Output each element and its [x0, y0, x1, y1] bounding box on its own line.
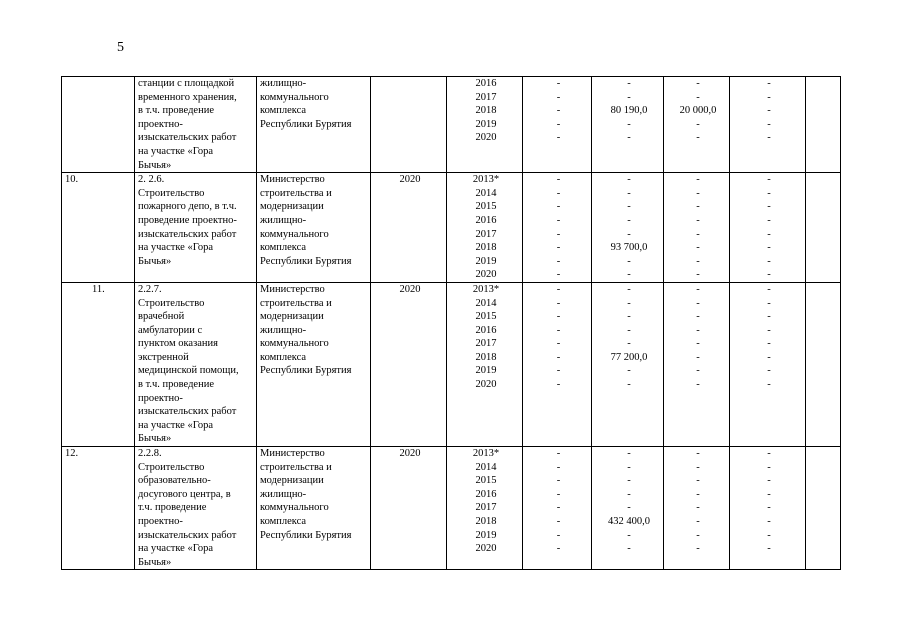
cell-line: - [556, 105, 561, 117]
activity-name-cell [135, 77, 257, 173]
cell-line: - [696, 379, 700, 391]
cell-line: - [627, 228, 631, 240]
cell-line: - [696, 365, 700, 377]
cell-line: - [556, 78, 561, 89]
cell-line: комплекса [260, 351, 307, 363]
cell-line: - [767, 174, 771, 186]
executor-cell [257, 77, 371, 173]
funding-col-2-cell [592, 447, 664, 570]
cell-line: - [696, 475, 700, 487]
cell-line: - [556, 214, 561, 226]
cell-line: - [767, 91, 771, 103]
cell-line: экстренной [138, 351, 189, 363]
cell-line: - [556, 475, 561, 487]
cell-line: - [627, 174, 631, 186]
cell-line: - [696, 91, 700, 103]
cell-line: модернизации [260, 475, 324, 487]
cell-line: - [767, 488, 771, 500]
cell-line: 2. 2.6. [138, 174, 165, 186]
cell-line: 2017 [475, 91, 497, 103]
cell-line: - [696, 255, 700, 267]
cell-line: - [556, 324, 561, 336]
completion-year-cell [371, 77, 447, 173]
funding-col-1-cell [523, 173, 592, 283]
cell-line: - [767, 118, 771, 130]
cell-line: - [767, 242, 771, 254]
cell-line: пожарного депо, в т.ч. [138, 201, 237, 213]
cell-line: - [696, 283, 700, 295]
cell-line: Бычья» [138, 255, 172, 267]
cell-line: 2016 [475, 214, 497, 226]
cell-line: Бычья» [138, 556, 172, 568]
empty-right-cell [806, 173, 841, 283]
completion-year-cell [371, 173, 447, 283]
cell-line: жилищно- [260, 214, 307, 226]
cell-line: комплекса [260, 242, 307, 254]
years-cell [447, 77, 523, 173]
row-number-cell [62, 173, 135, 283]
cell-line: 2017 [475, 502, 497, 514]
cell-line: - [627, 461, 631, 473]
cell-text [374, 77, 446, 91]
cell-line: 20 000,0 [679, 105, 717, 117]
cell-line: 2018 [475, 242, 497, 254]
cell-line: 2016 [475, 78, 497, 89]
cell-line: - [767, 132, 771, 144]
cell-line: - [627, 379, 631, 391]
cell-line: - [767, 379, 771, 391]
cell-line: - [556, 351, 561, 363]
cell-line: 2014 [475, 461, 497, 473]
cell-line: 93 700,0 [610, 242, 648, 254]
empty-right-cell [806, 447, 841, 570]
cell-line: - [556, 338, 561, 350]
cell-line: - [767, 297, 771, 309]
cell-line: 2015 [475, 201, 497, 213]
cell-line: Республики Бурятия [260, 529, 352, 541]
cell-line: - [696, 529, 700, 541]
completion-year-cell [371, 447, 447, 570]
cell-line: 2014 [475, 187, 497, 199]
cell-line: 2020 [475, 543, 497, 555]
cell-line: строительства и [260, 187, 332, 199]
cell-line: - [627, 529, 631, 541]
cell-line: 432 400,0 [608, 516, 650, 527]
cell-line: коммунального [260, 91, 329, 103]
cell-line: - [696, 201, 700, 213]
cell-line: - [696, 297, 700, 309]
cell-line: - [696, 543, 700, 555]
cell-line: - [696, 269, 700, 281]
page-number: 5 [117, 40, 124, 55]
years-cell [447, 447, 523, 570]
cell-line: - [627, 324, 631, 336]
cell-line: - [556, 502, 561, 514]
cell-line: образовательно- [138, 475, 211, 487]
cell-line: проектно- [138, 118, 183, 130]
cell-line: досугового центра, в [138, 488, 231, 500]
cell-line: - [627, 269, 631, 281]
cell-line: 2020 [475, 269, 497, 281]
table-row [62, 447, 841, 570]
cell-line: - [627, 201, 631, 213]
cell-line: на участке «Гора [138, 419, 214, 431]
cell-line: - [627, 214, 631, 226]
funding-col-3-cell [664, 77, 730, 173]
cell-line: - [696, 351, 700, 363]
cell-line: комплекса [260, 105, 307, 117]
cell-line: строительства и [260, 297, 332, 309]
cell-line: коммунального [260, 338, 329, 350]
cell-line: - [696, 516, 700, 527]
cell-line: жилищно- [260, 78, 307, 89]
cell-line: - [767, 269, 771, 281]
cell-line: 2019 [475, 118, 497, 130]
funding-col-4-cell [730, 173, 806, 283]
cell-line: 2020 [475, 379, 497, 391]
cell-line: 2016 [475, 324, 497, 336]
cell-line: Министерство [260, 283, 325, 295]
cell-line: - [627, 475, 631, 487]
cell-line: станции с площадкой [138, 78, 235, 89]
cell-line: 2016 [475, 488, 497, 500]
cell-line: - [556, 543, 561, 555]
cell-line: изыскательских работ [138, 529, 237, 541]
cell-line: проведение проектно- [138, 214, 237, 226]
activity-name-cell [135, 173, 257, 283]
cell-line: - [696, 461, 700, 473]
cell-line: проектно- [138, 392, 183, 404]
cell-line: - [627, 132, 631, 144]
cell-line: - [556, 529, 561, 541]
cell-line: - [627, 338, 631, 350]
cell-line: - [696, 311, 700, 323]
empty-right-cell [806, 282, 841, 446]
cell-line: - [556, 242, 561, 254]
funding-col-3-cell [664, 282, 730, 446]
cell-line: - [556, 174, 561, 186]
cell-line: - [767, 461, 771, 473]
cell-line: - [696, 214, 700, 226]
cell-line: - [627, 187, 631, 199]
cell-line: модернизации [260, 201, 324, 213]
cell-line: врачебной [138, 311, 185, 323]
cell-line: пунктом оказания [138, 338, 218, 350]
cell-line: - [767, 187, 771, 199]
cell-line: - [767, 228, 771, 240]
cell-line: Республики Бурятия [260, 255, 352, 267]
cell-line: Республики Бурятия [260, 365, 352, 377]
cell-line: - [556, 201, 561, 213]
cell-text: 2020 [399, 283, 421, 295]
row-number-cell [62, 77, 135, 173]
cell-line: 2019 [475, 255, 497, 267]
cell-line: - [556, 283, 561, 295]
cell-line: - [696, 338, 700, 350]
funding-col-2-cell [592, 282, 664, 446]
activity-name-cell [135, 447, 257, 570]
cell-line: - [556, 365, 561, 377]
cell-line: изыскательских работ [138, 228, 237, 240]
cell-line: - [556, 448, 561, 460]
cell-line: 2.2.8. [138, 448, 162, 460]
cell-line: - [556, 516, 561, 527]
cell-line: 77 200,0 [610, 351, 648, 363]
cell-line: - [556, 187, 561, 199]
completion-year-cell [371, 282, 447, 446]
empty-right-cell [806, 77, 841, 173]
cell-line: на участке «Гора [138, 543, 214, 555]
cell-line: модернизации [260, 311, 324, 323]
cell-line: жилищно- [260, 488, 307, 500]
cell-line: - [627, 488, 631, 500]
cell-line: Бычья» [138, 433, 172, 445]
cell-line: комплекса [260, 516, 307, 527]
cell-line: - [696, 242, 700, 254]
cell-line: - [767, 338, 771, 350]
cell-line: - [696, 78, 700, 89]
cell-line: - [556, 269, 561, 281]
funding-col-4-cell [730, 447, 806, 570]
cell-line: - [627, 311, 631, 323]
cell-line: 2014 [475, 297, 497, 309]
cell-line: - [767, 311, 771, 323]
cell-line: - [767, 351, 771, 363]
cell-line: - [767, 214, 771, 226]
cell-line: - [627, 543, 631, 555]
executor-cell [257, 282, 371, 446]
cell-line: амбулатории с [138, 324, 203, 336]
cell-line: на участке «Гора [138, 242, 214, 254]
cell-line: в т.ч. проведение [138, 379, 214, 391]
cell-line: - [696, 118, 700, 130]
cell-line: 2019 [475, 365, 497, 377]
cell-line: - [556, 255, 561, 267]
cell-line: изыскательских работ [138, 406, 237, 418]
cell-line: 2015 [475, 311, 497, 323]
cell-line: в т.ч. проведение [138, 105, 214, 117]
cell-line: - [696, 132, 700, 144]
cell-text: 2020 [399, 448, 421, 460]
cell-line: Министерство [260, 448, 325, 460]
cell-line: Министерство [260, 174, 325, 186]
cell-line: Строительство [138, 187, 205, 199]
cell-line: - [767, 105, 771, 117]
cell-line: т.ч. проведение [138, 502, 207, 514]
cell-line: - [767, 201, 771, 213]
cell-text [65, 77, 134, 91]
cell-line: жилищно- [260, 324, 307, 336]
cell-text: 12. [65, 448, 79, 460]
cell-line: - [767, 543, 771, 555]
cell-line: - [767, 324, 771, 336]
cell-line: - [767, 516, 771, 527]
cell-line: 2017 [475, 228, 497, 240]
cell-line: Бычья» [138, 159, 172, 171]
cell-line: - [627, 365, 631, 377]
cell-line: 2019 [475, 529, 497, 541]
cell-line: - [767, 365, 771, 377]
cell-line: - [627, 255, 631, 267]
cell-line: - [767, 78, 771, 89]
cell-line: - [556, 118, 561, 130]
cell-line: строительства и [260, 461, 332, 473]
cell-line: проектно- [138, 516, 183, 527]
cell-line: 2018 [475, 105, 497, 117]
funding-col-2-cell [592, 173, 664, 283]
executor-cell [257, 447, 371, 570]
cell-line: Строительство [138, 297, 205, 309]
cell-line: - [627, 78, 631, 89]
cell-line: - [627, 118, 631, 130]
cell-line: - [696, 488, 700, 500]
cell-line: - [627, 502, 631, 514]
years-cell [447, 173, 523, 283]
cell-line: - [627, 91, 631, 103]
executor-cell [257, 173, 371, 283]
row-number-cell [62, 447, 135, 570]
cell-line: изыскательских работ [138, 132, 237, 144]
funding-col-4-cell [730, 282, 806, 446]
cell-line: 2015 [475, 475, 497, 487]
table-row [62, 77, 841, 173]
cell-line: 2017 [475, 338, 497, 350]
cell-line: - [556, 297, 561, 309]
table-row [62, 173, 841, 283]
cell-line: - [556, 379, 561, 391]
cell-line: 2013* [472, 174, 500, 186]
funding-col-2-cell [592, 77, 664, 173]
cell-line: - [767, 502, 771, 514]
cell-line: коммунального [260, 228, 329, 240]
cell-line: - [767, 255, 771, 267]
cell-line: - [696, 324, 700, 336]
table-row [62, 282, 841, 446]
cell-line: - [696, 228, 700, 240]
program-table [61, 76, 841, 570]
cell-line: на участке «Гора [138, 145, 214, 157]
cell-line: 2.2.7. [138, 283, 162, 295]
cell-line: - [767, 529, 771, 541]
cell-line: Республики Бурятия [260, 118, 352, 130]
cell-line: - [627, 448, 631, 460]
cell-line: 2020 [475, 132, 497, 144]
cell-line: 80 190,0 [610, 105, 648, 117]
cell-line: - [556, 132, 561, 144]
cell-line: - [556, 461, 561, 473]
cell-line: коммунального [260, 502, 329, 514]
funding-col-3-cell [664, 173, 730, 283]
cell-line: - [556, 488, 561, 500]
cell-line: - [767, 475, 771, 487]
funding-col-1-cell [523, 447, 592, 570]
years-cell [447, 282, 523, 446]
cell-line: - [696, 174, 700, 186]
cell-line: 2013* [472, 283, 500, 295]
cell-line: 2018 [475, 516, 497, 527]
cell-line: 2018 [475, 351, 497, 363]
cell-line: 2013* [472, 448, 500, 460]
funding-col-4-cell [730, 77, 806, 173]
cell-text: 11. [92, 283, 105, 295]
cell-line: - [767, 283, 771, 295]
activity-name-cell [135, 282, 257, 446]
cell-text: 10. [65, 174, 79, 186]
cell-line: - [556, 228, 561, 240]
funding-col-1-cell [523, 77, 592, 173]
cell-line: - [627, 283, 631, 295]
funding-col-1-cell [523, 282, 592, 446]
cell-line: - [696, 448, 700, 460]
funding-col-3-cell [664, 447, 730, 570]
cell-line: - [556, 91, 561, 103]
cell-line: - [627, 297, 631, 309]
cell-line: - [767, 448, 771, 460]
row-number-cell [62, 282, 135, 446]
cell-line: - [556, 311, 561, 323]
cell-line: Строительство [138, 461, 205, 473]
cell-line: - [696, 502, 700, 514]
cell-line: временного хранения, [138, 91, 237, 103]
cell-line: медицинской помощи, [138, 365, 239, 377]
cell-text: 2020 [399, 174, 421, 186]
cell-line: - [696, 187, 700, 199]
